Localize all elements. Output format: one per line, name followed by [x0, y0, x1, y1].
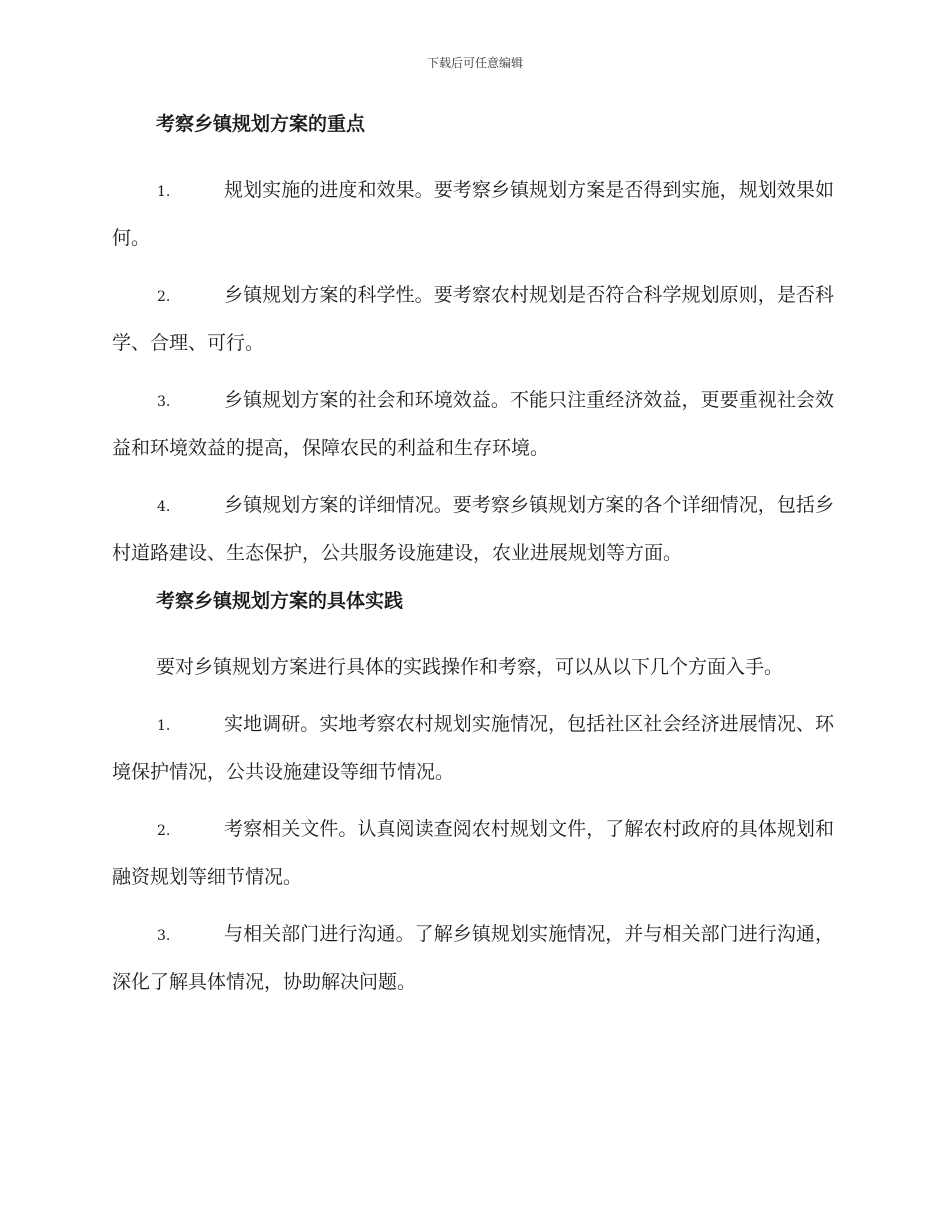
list-number: 3.: [157, 928, 171, 944]
list-item: [112, 377, 834, 471]
list-number: 2.: [157, 823, 171, 839]
list-item: [112, 806, 834, 900]
section-heading-practice: 考察乡镇规划方案的具体实践: [156, 590, 404, 612]
list-text: 考察相关文件。认真阅读查阅农村规划文件，了解农村政府的具体规划和融资规划等细节情况。: [112, 818, 834, 888]
list-number: 4.: [157, 499, 171, 515]
list-text: 规划实施的进度和效果。要考察乡镇规划方案是否得到实施，规划效果如何。: [112, 179, 834, 249]
document-body: [112, 110, 834, 1016]
list-number: 1.: [157, 184, 171, 200]
list-number: 3.: [157, 394, 171, 410]
list-number: 2.: [157, 289, 171, 305]
list-item: [112, 701, 834, 795]
section-heading-focus: 考察乡镇规划方案的重点: [156, 113, 366, 135]
list-item: [112, 911, 834, 1005]
list-item: [112, 272, 834, 366]
page-header: 下载后可任意编辑: [426, 56, 523, 70]
list-text: 乡镇规划方案的科学性。要考察农村规划是否符合科学规划原则，是否科学、合理、可行。: [112, 284, 834, 354]
list-text: 乡镇规划方案的社会和环境效益。不能只注重经济效益，更要重视社会效益和环境效益的提高，保障农民的利益和生存环境。: [112, 389, 834, 459]
list-item: [112, 167, 834, 261]
list-item: [112, 482, 834, 576]
list-text: 乡镇规划方案的详细情况。要考察乡镇规划方案的各个详细情况，包括乡村道路建设、生态保护，公共服务设施建设，农业进展规划等方面。: [112, 494, 834, 564]
list-number: 1.: [157, 718, 171, 734]
list-text: 实地调研。实地考察农村规划实施情况，包括社区社会经济进展情况、环境保护情况，公共设施建设等细节情况。: [112, 713, 834, 783]
list-text: 与相关部门进行沟通。了解乡镇规划实施情况，并与相关部门进行沟通，深化了解具体情况，协助解决问题。: [112, 923, 834, 993]
intro-paragraph: 要对乡镇规划方案进行具体的实践操作和考察，可以从以下几个方面入手。: [156, 656, 784, 678]
